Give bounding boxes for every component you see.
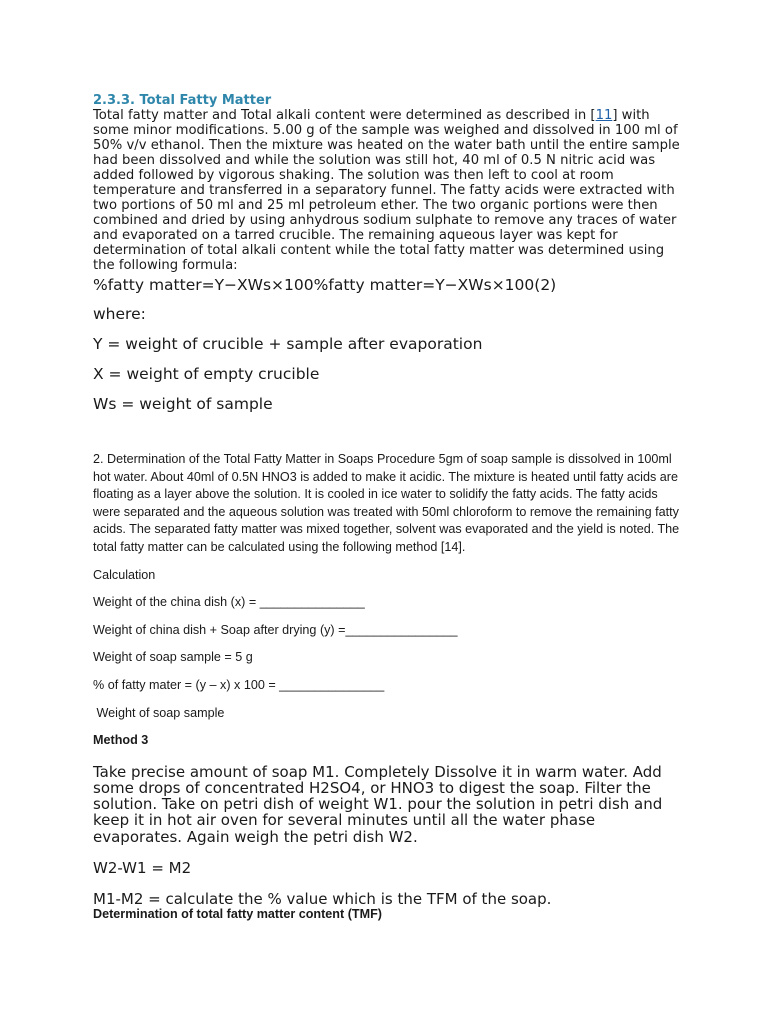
definition-ws: Ws = weight of sample (93, 395, 273, 413)
method3-heading: Method 3 (93, 733, 149, 748)
tmf-heading: Determination of total fatty matter content (TMF) (93, 907, 382, 922)
calc-line-soap-sample: Weight of soap sample = 5 g (93, 650, 253, 665)
equation-w2-w1: W2-W1 = M2 (93, 858, 192, 877)
section2-paragraph: 2. Determination of the Total Fatty Matter in Soaps Procedure 5gm of soap sample is dissolved in 100ml hot water. About 40ml of 0.5N HNO3 is added to make it acidic. The mixture is heated until fatty acids are floating as a layer above the solution. It is cooled in ice water to solidify the fatty acids. The fatty acids were separated and the aqueous solution was treated with 50ml chloroform to remove the remaining fatty acids. The separated fatty matter was mixed together, solvent was evaporated and the yield is noted. The total fatty matter can be calculated using the following method [14]. (93, 452, 680, 554)
definition-y: Y = weight of crucible + sample after evaporation (93, 335, 483, 353)
method3-paragraph: Take precise amount of soap M1. Completely Dissolve it in warm water. Add some drops of concentrated H2SO4, or HNO3 to digest the soap. Filter the solution. Take on petri dish of weight W1. pour the solution in petri dish and keep it in hot air oven for several minutes until all the water phase evaporates. Again weigh the petri dish W2. (93, 762, 663, 846)
equation-m1-m2: M1-M2 = calculate the % value which is the TFM of the soap. (93, 889, 552, 908)
calc-line-china-dish: Weight of the china dish (x) = _______________ (93, 595, 365, 610)
calc-line-fatty-mater: % of fatty mater = (y – x) x 100 = _______________ (93, 677, 385, 692)
where-label: where: (93, 305, 146, 323)
document-page (93, 93, 683, 922)
fatty-matter-formula: %fatty matter=Y−XWs×100%fatty matter=Y−XWs×100(2) (93, 276, 557, 294)
calc-line-dish-soap: Weight of china dish + Soap after drying (y) =________________ (93, 622, 458, 637)
calc-line-denominator: Weight of soap sample (93, 705, 225, 720)
reference-link-11[interactable]: 11 (595, 108, 613, 123)
section1-paragraph (93, 108, 683, 273)
section1-text-after-ref: ] with some minor modifications. 5.00 g of the sample was weighed and dissolved in 100 ml of 50% v/v ethanol. Then the mixture was heated on the water bath until the entire sample had been dissolved and while the solution was still hot, 40 ml of 0.5 N nitric acid was added followed by vigorous shaking. The solution was then left to cool at room temperature and transferred in a separatory funnel. The fatty acids were extracted with two portions of 50 ml and 25 ml petroleum ether. The two organic portions were then combined and dried by using anhydrous sodium sulphate to remove any traces of water and evaporated on a tarred crucible. The remaining aqueous layer was kept for determination of total alkali content while the total fatty matter was determined using the following formula: (93, 108, 680, 273)
section-heading-total-fatty-matter: 2.3.3. Total Fatty Matter (93, 93, 272, 108)
calculation-label: Calculation (93, 567, 156, 582)
definition-x: X = weight of empty crucible (93, 365, 320, 383)
section1-text-before-ref: Total fatty matter and Total alkali content were determined as described in [ (93, 108, 596, 123)
